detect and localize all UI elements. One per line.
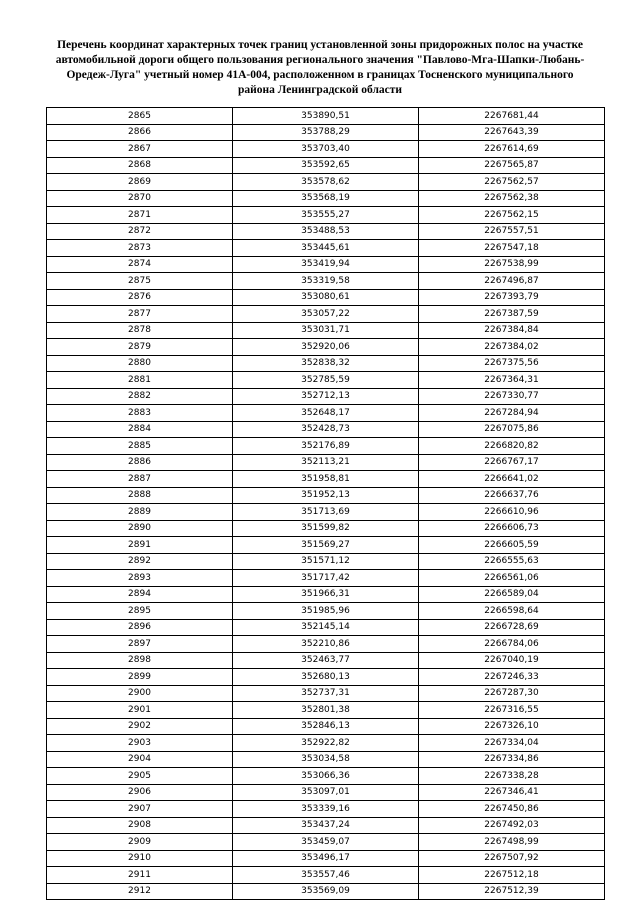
table-row xyxy=(47,553,605,570)
y-coordinate-cell: 2267496,87 xyxy=(419,273,605,290)
table-row xyxy=(47,240,605,257)
point-number-cell: 2868 xyxy=(47,157,233,174)
x-coordinate-cell: 352922,82 xyxy=(233,735,419,752)
x-coordinate-cell: 352113,21 xyxy=(233,454,419,471)
y-coordinate-cell: 2266561,06 xyxy=(419,570,605,587)
point-number-cell: 2878 xyxy=(47,322,233,339)
point-number-cell: 2909 xyxy=(47,834,233,851)
y-coordinate-cell: 2267375,56 xyxy=(419,355,605,372)
x-coordinate-cell: 353057,22 xyxy=(233,306,419,323)
x-coordinate-cell: 353066,36 xyxy=(233,768,419,785)
y-coordinate-cell: 2267246,33 xyxy=(419,669,605,686)
point-number-cell: 2912 xyxy=(47,883,233,900)
point-number-cell: 2874 xyxy=(47,256,233,273)
x-coordinate-cell: 353496,17 xyxy=(233,850,419,867)
point-number-cell: 2885 xyxy=(47,438,233,455)
x-coordinate-cell: 352176,89 xyxy=(233,438,419,455)
point-number-cell: 2890 xyxy=(47,520,233,537)
table-row xyxy=(47,157,605,174)
point-number-cell: 2889 xyxy=(47,504,233,521)
table-row xyxy=(47,834,605,851)
y-coordinate-cell: 2267334,04 xyxy=(419,735,605,752)
table-row xyxy=(47,454,605,471)
y-coordinate-cell: 2267346,41 xyxy=(419,784,605,801)
y-coordinate-cell: 2267681,44 xyxy=(419,108,605,125)
table-row xyxy=(47,124,605,141)
point-number-cell: 2881 xyxy=(47,372,233,389)
table-row xyxy=(47,322,605,339)
point-number-cell: 2896 xyxy=(47,619,233,636)
table-row xyxy=(47,685,605,702)
y-coordinate-cell: 2267450,86 xyxy=(419,801,605,818)
table-row xyxy=(47,801,605,818)
x-coordinate-cell: 353557,46 xyxy=(233,867,419,884)
x-coordinate-cell: 352838,32 xyxy=(233,355,419,372)
y-coordinate-cell: 2267492,03 xyxy=(419,817,605,834)
table-row xyxy=(47,586,605,603)
x-coordinate-cell: 353488,53 xyxy=(233,223,419,240)
point-number-cell: 2888 xyxy=(47,487,233,504)
table-row xyxy=(47,372,605,389)
table-row xyxy=(47,619,605,636)
y-coordinate-cell: 2267316,55 xyxy=(419,702,605,719)
y-coordinate-cell: 2267334,86 xyxy=(419,751,605,768)
x-coordinate-cell: 353080,61 xyxy=(233,289,419,306)
point-number-cell: 2870 xyxy=(47,190,233,207)
x-coordinate-cell: 352428,73 xyxy=(233,421,419,438)
table-row xyxy=(47,339,605,356)
point-number-cell: 2898 xyxy=(47,652,233,669)
point-number-cell: 2899 xyxy=(47,669,233,686)
x-coordinate-cell: 351952,13 xyxy=(233,487,419,504)
table-row xyxy=(47,438,605,455)
point-number-cell: 2902 xyxy=(47,718,233,735)
point-number-cell: 2901 xyxy=(47,702,233,719)
y-coordinate-cell: 2267338,28 xyxy=(419,768,605,785)
x-coordinate-cell: 351966,31 xyxy=(233,586,419,603)
y-coordinate-cell: 2267284,94 xyxy=(419,405,605,422)
y-coordinate-cell: 2267384,02 xyxy=(419,339,605,356)
table-row xyxy=(47,702,605,719)
table-row xyxy=(47,817,605,834)
y-coordinate-cell: 2266767,17 xyxy=(419,454,605,471)
x-coordinate-cell: 351958,81 xyxy=(233,471,419,488)
point-number-cell: 2905 xyxy=(47,768,233,785)
y-coordinate-cell: 2266606,73 xyxy=(419,520,605,537)
point-number-cell: 2895 xyxy=(47,603,233,620)
title-line: автомобильной дороги общего пользования регионального значения "Павлово-Мга-Шапки-Любань- xyxy=(55,54,585,66)
x-coordinate-cell: 353319,58 xyxy=(233,273,419,290)
table-row xyxy=(47,751,605,768)
point-number-cell: 2876 xyxy=(47,289,233,306)
x-coordinate-cell: 352145,14 xyxy=(233,619,419,636)
point-number-cell: 2911 xyxy=(47,867,233,884)
table-row xyxy=(47,520,605,537)
point-number-cell: 2873 xyxy=(47,240,233,257)
x-coordinate-cell: 353419,94 xyxy=(233,256,419,273)
table-row xyxy=(47,223,605,240)
y-coordinate-cell: 2267364,31 xyxy=(419,372,605,389)
table-row xyxy=(47,487,605,504)
point-number-cell: 2893 xyxy=(47,570,233,587)
table-row xyxy=(47,504,605,521)
x-coordinate-cell: 353339,16 xyxy=(233,801,419,818)
point-number-cell: 2884 xyxy=(47,421,233,438)
table-row xyxy=(47,570,605,587)
table-row xyxy=(47,108,605,125)
x-coordinate-cell: 352785,59 xyxy=(233,372,419,389)
table-row xyxy=(47,652,605,669)
table-row xyxy=(47,850,605,867)
y-coordinate-cell: 2266784,06 xyxy=(419,636,605,653)
x-coordinate-cell: 351985,96 xyxy=(233,603,419,620)
y-coordinate-cell: 2267538,99 xyxy=(419,256,605,273)
y-coordinate-cell: 2266641,02 xyxy=(419,471,605,488)
title-line: Перечень координат характерных точек границ установленной зоны придорожных полос на участке xyxy=(57,39,583,51)
point-number-cell: 2866 xyxy=(47,124,233,141)
table-row xyxy=(47,388,605,405)
x-coordinate-cell: 352210,86 xyxy=(233,636,419,653)
y-coordinate-cell: 2267393,79 xyxy=(419,289,605,306)
x-coordinate-cell: 351569,27 xyxy=(233,537,419,554)
y-coordinate-cell: 2267326,10 xyxy=(419,718,605,735)
y-coordinate-cell: 2267512,18 xyxy=(419,867,605,884)
y-coordinate-cell: 2267330,77 xyxy=(419,388,605,405)
x-coordinate-cell: 353788,29 xyxy=(233,124,419,141)
y-coordinate-cell: 2266589,04 xyxy=(419,586,605,603)
point-number-cell: 2897 xyxy=(47,636,233,653)
x-coordinate-cell: 352737,31 xyxy=(233,685,419,702)
y-coordinate-cell: 2267547,18 xyxy=(419,240,605,257)
point-number-cell: 2871 xyxy=(47,207,233,224)
point-number-cell: 2894 xyxy=(47,586,233,603)
x-coordinate-cell: 353592,65 xyxy=(233,157,419,174)
x-coordinate-cell: 353555,27 xyxy=(233,207,419,224)
table-row xyxy=(47,421,605,438)
x-coordinate-cell: 352680,13 xyxy=(233,669,419,686)
y-coordinate-cell: 2267562,15 xyxy=(419,207,605,224)
point-number-cell: 2880 xyxy=(47,355,233,372)
x-coordinate-cell: 353569,09 xyxy=(233,883,419,900)
point-number-cell: 2887 xyxy=(47,471,233,488)
y-coordinate-cell: 2267384,84 xyxy=(419,322,605,339)
point-number-cell: 2879 xyxy=(47,339,233,356)
x-coordinate-cell: 353437,24 xyxy=(233,817,419,834)
y-coordinate-cell: 2267498,99 xyxy=(419,834,605,851)
y-coordinate-cell: 2267287,30 xyxy=(419,685,605,702)
x-coordinate-cell: 353445,61 xyxy=(233,240,419,257)
coordinates-table xyxy=(46,107,605,900)
y-coordinate-cell: 2267562,57 xyxy=(419,174,605,191)
table-row xyxy=(47,306,605,323)
y-coordinate-cell: 2266605,59 xyxy=(419,537,605,554)
x-coordinate-cell: 353578,62 xyxy=(233,174,419,191)
point-number-cell: 2907 xyxy=(47,801,233,818)
point-number-cell: 2875 xyxy=(47,273,233,290)
y-coordinate-cell: 2267643,39 xyxy=(419,124,605,141)
point-number-cell: 2904 xyxy=(47,751,233,768)
y-coordinate-cell: 2266728,69 xyxy=(419,619,605,636)
table-row xyxy=(47,174,605,191)
x-coordinate-cell: 352846,13 xyxy=(233,718,419,735)
table-row xyxy=(47,471,605,488)
table-row xyxy=(47,537,605,554)
x-coordinate-cell: 353031,71 xyxy=(233,322,419,339)
point-number-cell: 2886 xyxy=(47,454,233,471)
point-number-cell: 2906 xyxy=(47,784,233,801)
table-row xyxy=(47,405,605,422)
y-coordinate-cell: 2267387,59 xyxy=(419,306,605,323)
point-number-cell: 2891 xyxy=(47,537,233,554)
table-row xyxy=(47,784,605,801)
title-line: района Ленинградской области xyxy=(237,84,403,96)
table-row xyxy=(47,768,605,785)
y-coordinate-cell: 2267512,39 xyxy=(419,883,605,900)
y-coordinate-cell: 2267507,92 xyxy=(419,850,605,867)
point-number-cell: 2877 xyxy=(47,306,233,323)
y-coordinate-cell: 2267557,51 xyxy=(419,223,605,240)
x-coordinate-cell: 353703,40 xyxy=(233,141,419,158)
x-coordinate-cell: 352648,17 xyxy=(233,405,419,422)
x-coordinate-cell: 352920,06 xyxy=(233,339,419,356)
point-number-cell: 2867 xyxy=(47,141,233,158)
table-row xyxy=(47,603,605,620)
point-number-cell: 2908 xyxy=(47,817,233,834)
x-coordinate-cell: 352463,77 xyxy=(233,652,419,669)
table-row xyxy=(47,735,605,752)
y-coordinate-cell: 2267040,19 xyxy=(419,652,605,669)
point-number-cell: 2882 xyxy=(47,388,233,405)
x-coordinate-cell: 353890,51 xyxy=(233,108,419,125)
x-coordinate-cell: 353568,19 xyxy=(233,190,419,207)
table-row xyxy=(47,636,605,653)
y-coordinate-cell: 2266598,64 xyxy=(419,603,605,620)
x-coordinate-cell: 352712,13 xyxy=(233,388,419,405)
y-coordinate-cell: 2266555,63 xyxy=(419,553,605,570)
point-number-cell: 2910 xyxy=(47,850,233,867)
document-title xyxy=(40,38,600,98)
point-number-cell: 2872 xyxy=(47,223,233,240)
x-coordinate-cell: 351571,12 xyxy=(233,553,419,570)
table-row xyxy=(47,669,605,686)
x-coordinate-cell: 351713,69 xyxy=(233,504,419,521)
y-coordinate-cell: 2267562,38 xyxy=(419,190,605,207)
y-coordinate-cell: 2267075,86 xyxy=(419,421,605,438)
table-row xyxy=(47,289,605,306)
point-number-cell: 2892 xyxy=(47,553,233,570)
x-coordinate-cell: 353459,07 xyxy=(233,834,419,851)
point-number-cell: 2865 xyxy=(47,108,233,125)
x-coordinate-cell: 351599,82 xyxy=(233,520,419,537)
table-row xyxy=(47,190,605,207)
table-row xyxy=(47,273,605,290)
table-row xyxy=(47,718,605,735)
x-coordinate-cell: 351717,42 xyxy=(233,570,419,587)
coordinates-table-body xyxy=(47,108,605,900)
table-row xyxy=(47,355,605,372)
x-coordinate-cell: 353097,01 xyxy=(233,784,419,801)
point-number-cell: 2883 xyxy=(47,405,233,422)
x-coordinate-cell: 353034,58 xyxy=(233,751,419,768)
y-coordinate-cell: 2266820,82 xyxy=(419,438,605,455)
y-coordinate-cell: 2267565,87 xyxy=(419,157,605,174)
title-line: Оредеж-Луга" учетный номер 41А-004, расположенном в границах Тосненского муниципального xyxy=(66,69,574,81)
x-coordinate-cell: 352801,38 xyxy=(233,702,419,719)
table-row xyxy=(47,256,605,273)
table-row xyxy=(47,207,605,224)
table-row xyxy=(47,883,605,900)
y-coordinate-cell: 2267614,69 xyxy=(419,141,605,158)
y-coordinate-cell: 2266610,96 xyxy=(419,504,605,521)
point-number-cell: 2869 xyxy=(47,174,233,191)
table-row xyxy=(47,867,605,884)
table-row xyxy=(47,141,605,158)
y-coordinate-cell: 2266637,76 xyxy=(419,487,605,504)
point-number-cell: 2903 xyxy=(47,735,233,752)
point-number-cell: 2900 xyxy=(47,685,233,702)
